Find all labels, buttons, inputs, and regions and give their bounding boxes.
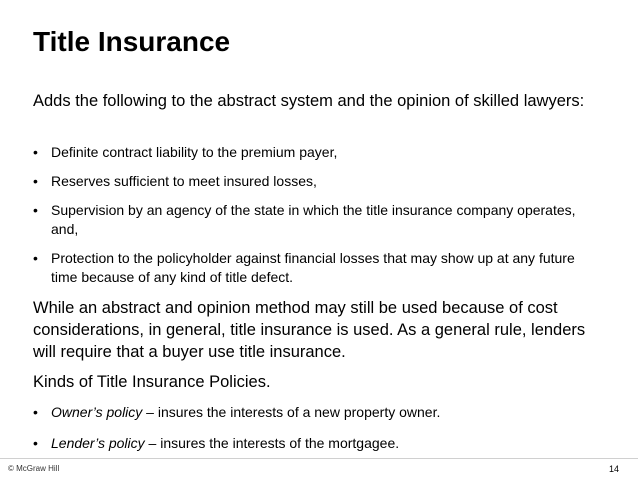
policy-list xyxy=(33,403,603,465)
kinds-heading: Kinds of Title Insurance Policies. xyxy=(33,373,271,391)
page-number: 14 xyxy=(608,464,619,474)
list-item xyxy=(33,403,603,422)
list-item-text: Protection to the policyholder against financial losses that may show up at any future time because of any kind of title defect. xyxy=(51,250,575,285)
list-item-text: Definite contract liability to the premium payer, xyxy=(51,144,338,160)
policy-description: – insures the interests of the mortgagee. xyxy=(144,435,400,451)
copyright-text: © McGraw Hill xyxy=(8,464,60,473)
list-item-text: Supervision by an agency of the state in which the title insurance company operates, and, xyxy=(51,202,576,237)
list-item xyxy=(33,201,603,239)
feature-list xyxy=(33,143,603,297)
list-item xyxy=(33,143,603,162)
slide-title: Title Insurance xyxy=(33,26,231,57)
bullet-icon: • xyxy=(33,144,38,160)
policy-term: Lender’s policy xyxy=(51,435,145,451)
footer-divider xyxy=(0,458,638,459)
bullet-icon: • xyxy=(33,404,38,420)
bullet-icon: • xyxy=(33,173,38,189)
list-item-text: Reserves sufficient to meet insured losses, xyxy=(51,173,317,189)
policy-description: – insures the interests of a new property owner. xyxy=(142,404,441,420)
bullet-icon: • xyxy=(33,250,38,266)
list-item xyxy=(33,434,603,453)
policy-term: Owner’s policy xyxy=(51,404,143,420)
list-item xyxy=(33,249,603,287)
bullet-icon: • xyxy=(33,202,38,218)
summary-paragraph: While an abstract and opinion method may still be used because of cost considerations, in general, title insurance is used. As a general rule, lenders will require that a buyer use title insurance. xyxy=(33,299,586,361)
intro-text: Adds the following to the abstract system and the opinion of skilled lawyers: xyxy=(33,92,585,110)
list-item xyxy=(33,172,603,191)
bullet-icon: • xyxy=(33,435,38,451)
